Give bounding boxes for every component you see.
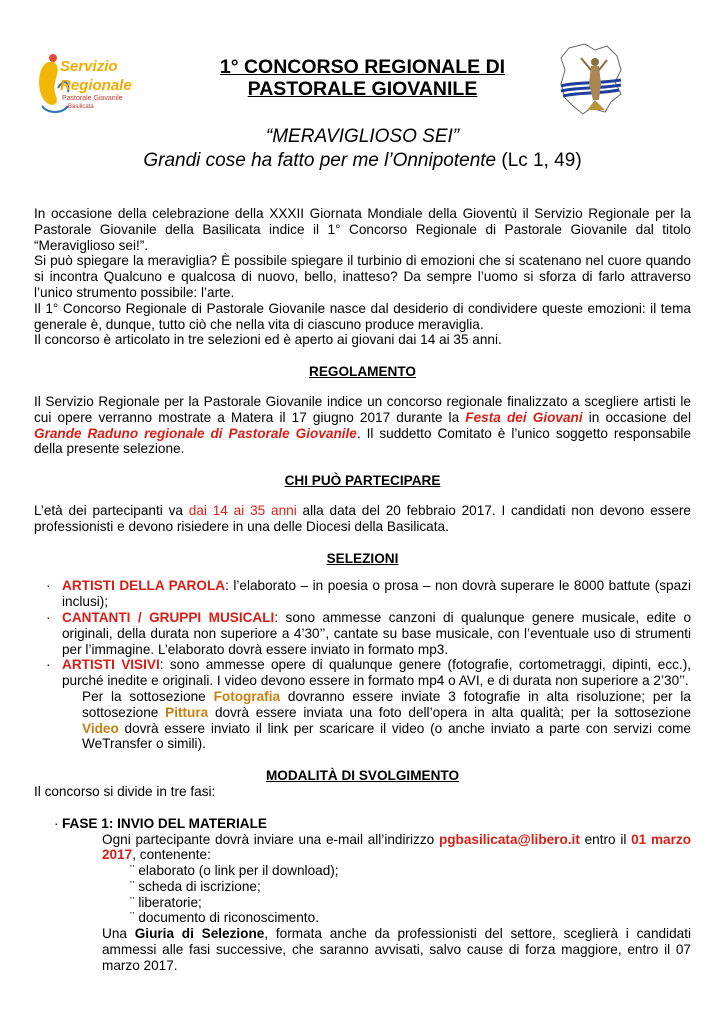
regolamento-text-3: . Il suddetto Comitato è l’unico soggetto responsabile della presente selezione. [34,425,692,457]
material-item: elaborato (o link per il download); [138,863,339,879]
festa-dei-giovani: Festa dei Giovani [465,409,583,425]
fase1-paragraph [34,832,691,864]
material-item: scheda di iscrizione; [138,878,261,894]
material-item: liberatorie; [138,894,202,910]
list-item [130,879,691,895]
subtitle-quote-text: Grandi cose ha fatto per me l’Onnipotente [143,150,497,171]
sottosezioni-text-3: dovrà essere inviata una foto dell’opera in alta qualità; per la sottosezione [208,704,691,720]
logo-line4: Basilicata [68,104,94,110]
list-item [130,910,691,926]
deadline-date: 01 marzo 2017 [102,831,692,863]
fase1-text-1: Ogni partecipante dovrà inviare una e-mail all’indirizzo [102,831,439,847]
list-item [130,895,691,911]
page-title [150,56,575,100]
fase1-text-3: , contenente: [132,847,211,863]
sottosezioni-text-1: Per la sottosezione [82,688,214,704]
list-item [46,609,692,657]
bullet: ¨ [130,878,135,894]
giuria-text-2: , formata anche da professionisti del settore, sceglierà i candidati ammessi alle fasi successive, che saranno avvisati, salvo cause di forza maggiore, entro il 07 marzo 2017. [102,926,691,973]
selezioni-heading: SELEZIONI [326,550,399,566]
list-item [130,863,691,879]
logo-line3: Pastorale Giovanile [62,95,123,102]
fotografia-label: Fotografia [213,688,281,704]
regolamento-paragraph [34,394,691,457]
pittura-label: Pittura [165,704,209,720]
servizio-regionale-logo [34,48,144,120]
grande-raduno: Grande Raduno regionale di Pastorale Giovanile [34,425,357,441]
title-line2: PASTORALE GIOVANILE [247,78,478,100]
giuria-paragraph [34,926,691,973]
intro-paragraph-1: In occasione della celebrazione della XXXII Giornata Mondiale della Gioventù il Servizio Regionale per la Pastorale Giovanile della Basilicata indice il 1° Concorso Regionale di Pastorale Giovanile dal titolo “Meraviglioso sei!”. [34,206,691,253]
selezioni-list [34,578,691,689]
basilicata-map-logo [555,40,630,118]
artisti-parola-label: ARTISTI DELLA PAROLA [62,578,226,594]
video-label: Video [82,720,119,736]
artisti-visivi-label: ARTISTI VISIVI [62,657,160,673]
regolamento-text-1: Il Servizio Regionale per la Pastorale Giovanile indice un concorso regionale finalizzato a scegliere artisti le cui opere verranno mostrate a Matera il 17 giugno 2017 durante la [34,393,691,425]
giuria-text-1: Una [102,926,135,942]
modalita-heading: MODALITÀ DI SVOLGIMENTO [265,768,460,784]
regolamento-text-2: in occasione del [582,409,691,425]
giuria-label: Giuria di Selezione [134,926,265,942]
intro-paragraph-2: Si può spiegare la meraviglia? È possibile spiegare il turbinio di emozioni che si scatenano nel cuore quando si incontra Qualcuno e qualcosa di nuovo, bello, inatteso? Da sempre l’uomo si sforza di farlo attraverso l’unico strumento possibile: l’arte. [34,253,691,300]
subtitle [60,125,665,173]
email-address: pgbasilicata@libero.it [438,831,580,847]
age-range: dai 14 ai 35 anni [188,502,297,518]
intro-paragraph-4: Il concorso è articolato in tre selezioni ed è aperto ai giovani dai 14 ai 35 anni. [34,332,502,348]
artisti-parola-text: : l’elaborato – in poesia o prosa – non dovrà superare le 8000 battute (spazi inclusi); [62,578,691,610]
chi-text-1: L’età dei partecipanti va [34,502,189,518]
bullet: · [46,657,51,673]
servizio-regionale-logo-mark [34,48,144,120]
chi-heading: CHI PUÒ PARTECIPARE [284,473,441,489]
chi-text-2: alla data del 20 febbraio 2017. I candidati non devono essere professionisti e devono risiedere in una delle Diocesi della Basilicata. [34,502,691,534]
subtitle-quote [60,149,665,173]
document-body [34,206,691,974]
list-item [46,578,691,610]
map-figure-icon [555,40,630,118]
cantanti-label: CANTANTI / GRUPPI MUSICALI [62,609,275,625]
bullet: · [46,578,51,594]
fase1-heading [34,816,691,832]
sottosezioni-text-2: dovranno essere inviate 3 fotografie in alta risoluzione; per la sottosezione [82,688,691,720]
bullet: ¨ [130,894,135,910]
chi-paragraph [34,503,691,535]
artisti-visivi-text: : sono ammesse opere di qualunque genere (fotografie, cortometraggi, dipinti, ecc.), purché inedite e originali. I video devono essere in formato mp4 o AVI, e di durata non superiore a 2’30’’. [62,657,691,689]
cantanti-text: : sono ammesse canzoni di qualunque genere musicale, edite o originali, della durata non superiore a 4’30’’, cantate su base musicale, con l’eventuale uso di strumenti per l’immagine. L’elaborato dovrà essere inviato in formato mp3. [62,609,692,657]
bullet: ¨ [130,863,135,879]
materials-list [34,863,691,926]
bullet: · [54,815,59,831]
sottosezioni-paragraph [34,689,691,752]
list-item [46,657,691,689]
bullet: ¨ [130,910,135,926]
material-item: documento di riconoscimento. [138,910,319,926]
bullet: · [46,609,51,625]
regolamento-heading: REGOLAMENTO [309,364,416,380]
fase1-text-2: entro il [579,831,632,847]
title-line1: 1° CONCORSO REGIONALE DI [219,56,506,78]
logo-line1: Servizio [60,58,118,75]
logo-line2: Regionale [60,77,132,94]
modalita-intro: Il concorso si divide in tre fasi: [34,783,216,799]
subtitle-quote-ref: (Lc 1, 49) [496,150,582,171]
fase1-title: FASE 1: INVIO DEL MATERIALE [62,815,267,831]
intro-paragraph-3: Il 1° Concorso Regionale di Pastorale Giovanile nasce dal desiderio di condividere queste emozioni: il tema generale è, dunque, tutto ciò che nella vita di ciascuno produce meraviglia. [34,300,691,332]
sottosezioni-text-4: dovrà essere inviato il link per scaricare il video (o anche inviato a parte con servizi come WeTransfer o simili). [82,720,691,752]
subtitle-motto: “MERAVIGLIOSO SEI” [265,126,460,147]
